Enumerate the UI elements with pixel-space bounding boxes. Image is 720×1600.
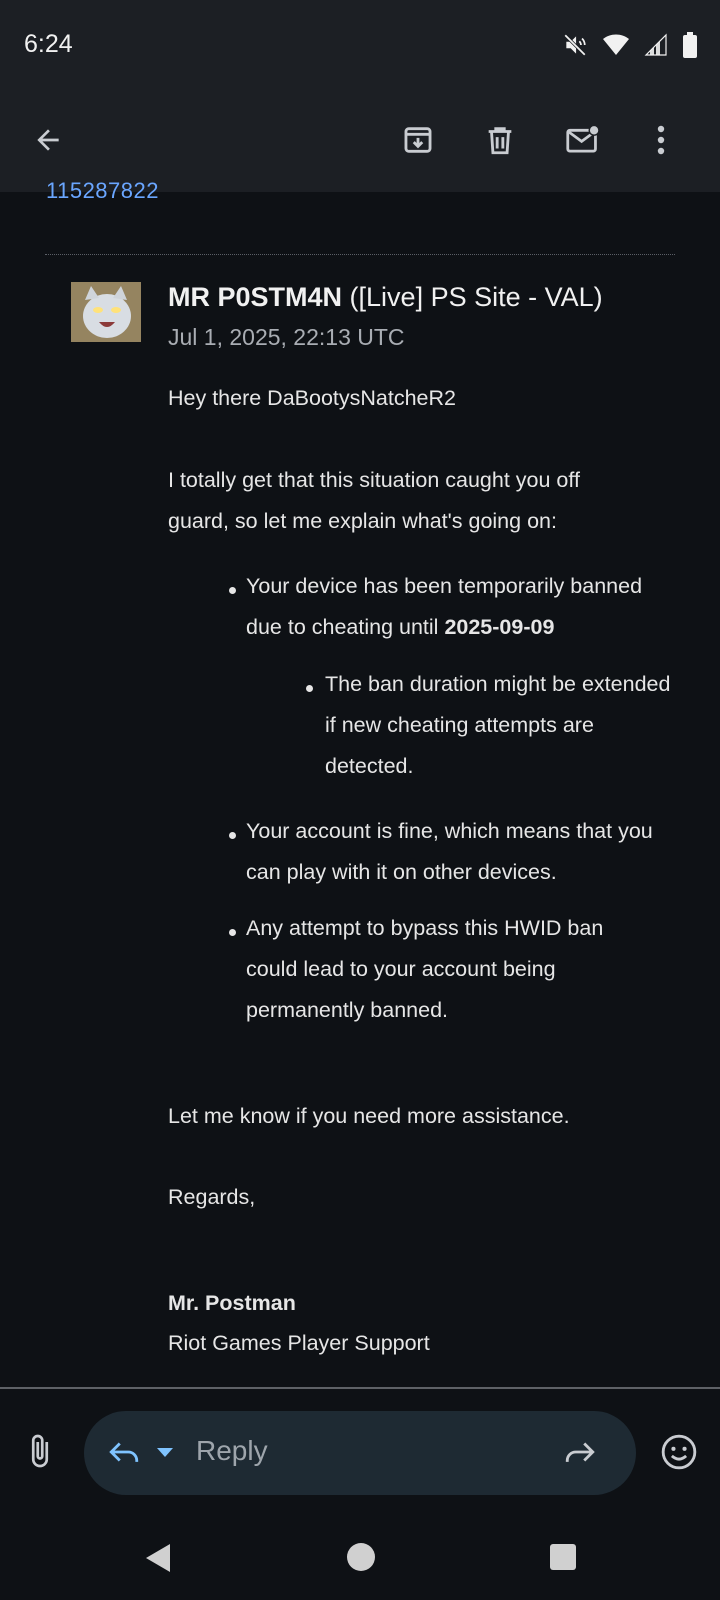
mute-icon	[562, 32, 588, 58]
sub-bullet-extension: The ban duration might be extended if new cheating attempts are detected.	[325, 672, 671, 778]
battery-icon	[682, 32, 698, 58]
bullet-item-account: Your account is fine, which means that you can play with it on other devices.	[246, 819, 653, 884]
bullet-dot	[229, 832, 236, 839]
archive-icon[interactable]	[390, 112, 446, 168]
status-bar	[0, 0, 720, 90]
message-date: Jul 1, 2025, 22:13 UTC	[168, 324, 405, 350]
email-toolbar	[0, 90, 720, 192]
closing-line: Let me know if you need more assistance.	[168, 1104, 570, 1128]
sender-line[interactable]	[168, 282, 603, 313]
nav-back-icon[interactable]	[144, 1542, 174, 1579]
ban-end-date: 2025-09-09	[444, 615, 555, 639]
reply-dropdown-icon[interactable]	[156, 1445, 174, 1463]
email-content	[0, 178, 720, 1387]
signature-name: Mr. Postman	[168, 1291, 296, 1315]
sender-group: ([Live] PS Site - VAL)	[349, 282, 603, 312]
regards-line: Regards,	[168, 1185, 256, 1209]
bullet-dot	[306, 685, 313, 692]
reply-bar	[0, 1389, 720, 1514]
trash-icon[interactable]	[472, 112, 528, 168]
more-vert-icon[interactable]	[633, 112, 689, 168]
status-icons	[562, 28, 698, 62]
signature-org: Riot Games Player Support	[168, 1331, 430, 1355]
bullet-item-bypass: Any attempt to bypass this HWID ban could lead to your account being permanently banned.	[246, 916, 604, 1022]
nav-home-icon[interactable]	[346, 1542, 376, 1577]
attachment-icon[interactable]	[22, 1431, 58, 1476]
bullet-dot	[229, 587, 236, 594]
greeting: Hey there DaBootysNatcheR2	[168, 386, 457, 410]
reply-box[interactable]	[84, 1411, 636, 1495]
mark-unread-icon[interactable]	[555, 112, 611, 168]
sender-name: MR P0STM4N	[168, 282, 343, 312]
reply-label: Reply	[196, 1435, 268, 1466]
emoji-icon[interactable]	[660, 1433, 698, 1476]
nav-recents-icon[interactable]	[549, 1543, 577, 1576]
forward-icon[interactable]	[562, 1435, 598, 1474]
message-divider	[45, 254, 675, 255]
clipped-ticket-id[interactable]: 115287822	[46, 178, 159, 203]
bullet-ban-text: Your device has been temporarily banned due to cheating until	[246, 574, 643, 639]
intro-paragraph: I totally get that this situation caught you off guard, so let me explain what's going on:	[168, 468, 580, 533]
wifi-icon	[602, 33, 630, 57]
bullet-item-ban	[246, 566, 676, 648]
status-time: 6:24	[24, 30, 73, 58]
avatar[interactable]	[71, 282, 141, 342]
signal-icon	[644, 33, 668, 57]
bullet-dot	[229, 929, 236, 936]
system-nav-bar	[0, 1514, 720, 1600]
back-arrow-icon[interactable]	[20, 112, 76, 168]
reply-icon[interactable]	[106, 1435, 142, 1474]
